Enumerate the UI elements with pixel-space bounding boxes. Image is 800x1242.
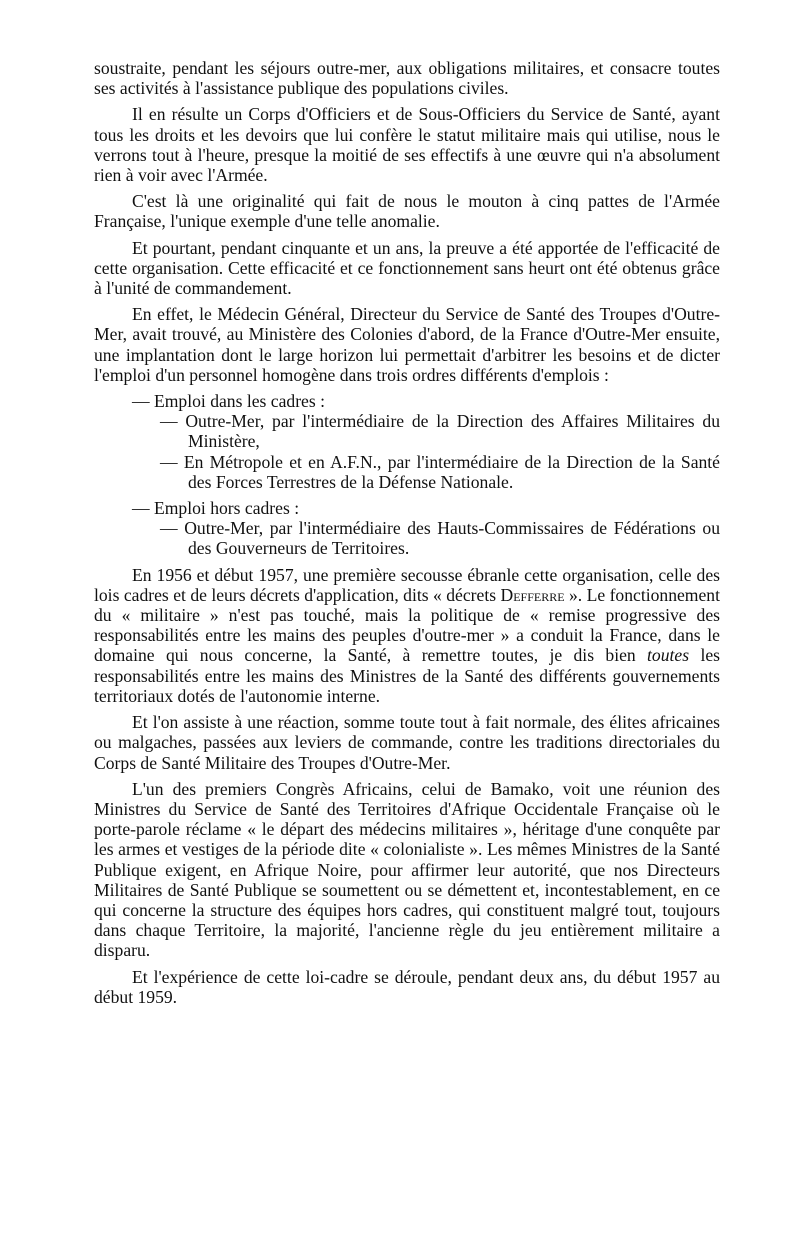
list-item: — En Métropole et en A.F.N., par l'intermédiaire de la Direction de la Santé des Forces Terrestres de la Défense Nationale. xyxy=(160,451,720,492)
list-item: — Outre-Mer, par l'intermédiaire de la Direction des Affaires Militaires du Ministère, xyxy=(160,411,720,452)
text-fragment: les responsabilités entre les mains des Ministres de la Santé des différents gouvernements territoriaux dotés de l'autonomie interne. xyxy=(94,645,720,706)
sublist-hors-cadres xyxy=(94,518,720,558)
list-emploi-cadres xyxy=(94,391,720,492)
list-heading-cadres: — Emploi dans les cadres : xyxy=(132,391,325,412)
paragraph-lois-cadres xyxy=(94,565,720,706)
list-emploi-hors-cadres xyxy=(94,498,720,559)
text-fragment: En 1956 et début 1957, une première secousse ébranle cette organisation, celle des lois cadres et de leurs décrets d'application, dits « décrets xyxy=(94,564,720,605)
paragraph-efficacite: Et pourtant, pendant cinquante et un ans, la preuve a été apportée de l'efficacité de cette organisation. Cette efficacité et ce fonctionnement sans heurt ont été obtenus grâce à l'unité de commandement. xyxy=(94,237,720,299)
paragraph-mouton-cinq-pattes: C'est là une originalité qui fait de nous le mouton à cinq pattes de l'Armée Française, l'unique exemple d'une telle anomalie. xyxy=(94,191,720,232)
document-page xyxy=(94,58,720,1013)
list-item: — Outre-Mer, par l'intermédiaire des Hauts-Commissaires de Fédérations ou des Gouverneurs de Territoires. xyxy=(160,518,720,559)
paragraph-corps-officiers: Il en résulte un Corps d'Officiers et de Sous-Officiers du Service de Santé, ayant tous les droits et les devoirs que lui confère le statut militaire mais qui utilise, nous le verrons tout à l'heure, presque la moitié de ses effectifs à une œuvre qui n'a absolument rien à voir avec l'Armée. xyxy=(94,104,720,186)
list-heading-hors-cadres: — Emploi hors cadres : xyxy=(132,498,300,519)
paragraph-continuation: soustraite, pendant les séjours outre-mer, aux obligations militaires, et consacre toutes ses activités à l'assistance publique des populations civiles. xyxy=(94,58,720,99)
paragraph-medecin-general: En effet, le Médecin Général, Directeur du Service de Santé des Troupes d'Outre-Mer, avait trouvé, au Ministère des Colonies d'abord, de la France d'Outre-Mer ensuite, une implantation dont le large horizon lui permettait d'arbitrer les besoins et de dicter l'emploi d'un personnel homogène dans trois ordres différents d'emplois : xyxy=(94,304,720,385)
text-defferre: Defferre xyxy=(500,584,565,605)
paragraph-congres-bamako: L'un des premiers Congrès Africains, celui de Bamako, voit une réunion des Ministres du Service de Santé des Territoires d'Afrique Occidentale Française où le porte-parole réclame « le départ des médecins militaires », héritage d'une conquête par les armes et vestiges de la période dite « colonialiste ». Les mêmes Ministres de la Santé Publique exigent, en Afrique Noire, pour affirmer leur autorité, que nos Directeurs Militaires de Santé Publique se soumettent ou se démettent et, incontestablement, en ce qui concerne la structure des équipes hors cadres, qui constituent malgré tout, toujours dans chaque Territoire, la majorité, l'ancienne règle du jeu entièrement militaire a disparu. xyxy=(94,778,720,961)
paragraph-reaction-elites: Et l'on assiste à une réaction, somme toute tout à fait normale, des élites africaines ou malgaches, passées aux leviers de commande, contre les traditions directoriales du Corps de Santé Militaire des Troupes d'Outre-Mer. xyxy=(94,712,720,773)
text-emphasis-toutes: toutes xyxy=(647,645,690,666)
paragraph-experience-loi-cadre: Et l'expérience de cette loi-cadre se déroule, pendant deux ans, du début 1957 au début 1959. xyxy=(94,966,720,1007)
text-fragment: ». Le fonctionnement du « militaire » n'est pas touché, mais la politique de « remise progressive des responsabilités entre les mains des peuples d'outre-mer » a conduit la France, dans le domaine qui nous concerne, la Santé, à remettre toutes, je dis bien xyxy=(94,584,720,666)
sublist-cadres xyxy=(94,411,720,492)
